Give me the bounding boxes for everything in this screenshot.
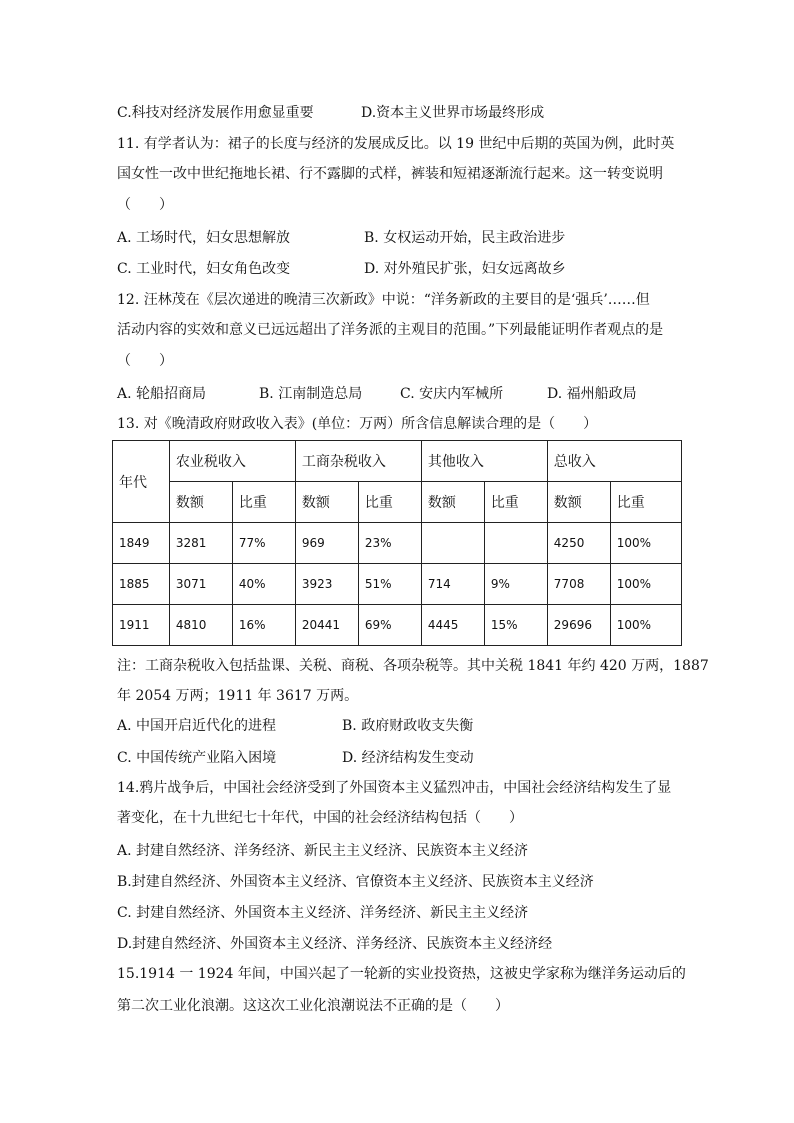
table-cell: 3281 — [169, 523, 232, 564]
q14-option-a: A. 封建自然经济、洋务经济、新民主主义经济、民族资本主义经济 — [117, 843, 529, 859]
q12-option-c: C. 安庆内军械所 — [400, 386, 504, 402]
table-row — [113, 523, 682, 564]
table-cell: 51% — [358, 564, 421, 605]
table-cell: 1885 — [113, 564, 170, 605]
sub-header: 比重 — [358, 482, 421, 523]
table-cell — [484, 523, 547, 564]
sub-header: 比重 — [610, 482, 681, 523]
table-cell: 1849 — [113, 523, 170, 564]
sub-header: 数额 — [295, 482, 358, 523]
table-cell: 1911 — [113, 605, 170, 646]
table-cell: 7708 — [547, 564, 610, 605]
q12-option-b: B. 江南制造总局 — [259, 386, 363, 402]
q12-blank: （ ） — [117, 353, 173, 369]
q13-option-b: B. 政府财政收支失衡 — [342, 718, 474, 734]
q14-option-b: B.封建自然经济、外国资本主义经济、官僚资本主义经济、民族资本主义经济 — [117, 874, 594, 890]
q14-option-c: C. 封建自然经济、外国资本主义经济、洋务经济、新民主主义经济 — [117, 905, 529, 921]
table-cell: 29696 — [547, 605, 610, 646]
q11-option-c: C. 工业时代，妇女角色改变 — [117, 261, 291, 277]
table-cell: 100% — [610, 564, 681, 605]
q15-stem-line1: 15.1914 一 1924 年间，中国兴起了一轮新的实业投资热，这被史学家称为继洋务运动后的 — [117, 966, 686, 982]
sub-header: 数额 — [169, 482, 232, 523]
q14-stem-line1: 14.鸦片战争后，中国社会经济受到了外国资本主义猛烈冲击，中国社会经济结构发生了显 — [117, 780, 672, 796]
q13-option-c: C. 中国传统产业陷入困境 — [117, 750, 277, 766]
q14-stem-line2: 著变化，在十九世纪七十年代，中国的社会经济结构包括（ ） — [117, 810, 523, 826]
q12-stem-line2: 活动内容的实效和意义已远远超出了洋务派的主观目的范围。”下列最能证明作者观点的是 — [117, 322, 664, 338]
table-cell: 20441 — [295, 605, 358, 646]
sub-header: 比重 — [484, 482, 547, 523]
q14-option-d: D.封建自然经济、外国资本主义经济、洋务经济、民族资本主义经济经 — [117, 936, 553, 952]
table-cell: 15% — [484, 605, 547, 646]
table-cell: 100% — [610, 523, 681, 564]
q13-option-a: A. 中国开启近代化的进程 — [117, 718, 277, 734]
q11-stem-line2: 国女性一改中世纪拖地长裙、行不露脚的式样，裤装和短裙逐渐流行起来。这一转变说明 — [117, 166, 663, 182]
table-cell: 4250 — [547, 523, 610, 564]
q13-note-line2: 年 2054 万两；1911 年 3617 万两。 — [117, 688, 359, 704]
q13-stem: 13. 对《晚清政府财政收入表》(单位：万两）所含信息解读合理的是（ ） — [117, 416, 598, 432]
q12-stem-line1: 12. 汪林茂在《层次递进的晚清三次新政》中说：“洋务新政的主要目的是‘强兵’……但 — [117, 292, 650, 308]
table-cell: 4445 — [421, 605, 484, 646]
table-cell: 714 — [421, 564, 484, 605]
table-cell: 16% — [232, 605, 295, 646]
q11-stem-line1: 11. 有学者认为：裙子的长度与经济的发展成反比。以 19 世纪中后期的英国为例，此时英 — [117, 136, 675, 152]
q11-option-a: A. 工场时代，妇女思想解放 — [117, 230, 291, 246]
table-cell: 969 — [295, 523, 358, 564]
sub-header: 比重 — [232, 482, 295, 523]
q11-option-d: D. 对外殖民扩张，妇女远离故乡 — [364, 261, 566, 277]
q15-stem-line2: 第二次工业化浪潮。这这次工业化浪潮说法不正确的是（ ） — [117, 998, 509, 1014]
table-cell: 23% — [358, 523, 421, 564]
table-header-row — [113, 441, 682, 482]
q11-option-b: B. 女权运动开始，民主政治进步 — [364, 230, 566, 246]
q13-note-line1: 注：工商杂税收入包括盐课、关税、商税、各项杂税等。其中关税 1841 年约 420 万两，1887 — [117, 658, 709, 674]
q10-option-c: C.科技对经济发展作用愈显重要 — [117, 105, 314, 121]
table-cell — [421, 523, 484, 564]
table-cell: 9% — [484, 564, 547, 605]
table-cell: 69% — [358, 605, 421, 646]
table-cell: 3923 — [295, 564, 358, 605]
q12-option-d: D. 福州船政局 — [547, 386, 637, 402]
table-cell: 3071 — [169, 564, 232, 605]
q12-option-a: A. 轮船招商局 — [117, 386, 207, 402]
table-cell: 40% — [232, 564, 295, 605]
table-cell: 77% — [232, 523, 295, 564]
q10-option-d: D.资本主义世界市场最终形成 — [361, 105, 545, 121]
group-header-other: 其他收入 — [421, 441, 547, 482]
year-header: 年代 — [113, 441, 170, 523]
finance-revenue-table — [112, 440, 682, 646]
sub-header: 数额 — [547, 482, 610, 523]
table-subheader-row — [113, 482, 682, 523]
sub-header: 数额 — [421, 482, 484, 523]
table-cell: 100% — [610, 605, 681, 646]
table-row — [113, 605, 682, 646]
table-cell: 4810 — [169, 605, 232, 646]
group-header-commerce: 工商杂税收入 — [295, 441, 421, 482]
group-header-total: 总收入 — [547, 441, 681, 482]
q13-option-d: D. 经济结构发生变动 — [342, 750, 474, 766]
q11-blank: （ ） — [117, 197, 173, 213]
group-header-agri: 农业税收入 — [169, 441, 295, 482]
table-row — [113, 564, 682, 605]
